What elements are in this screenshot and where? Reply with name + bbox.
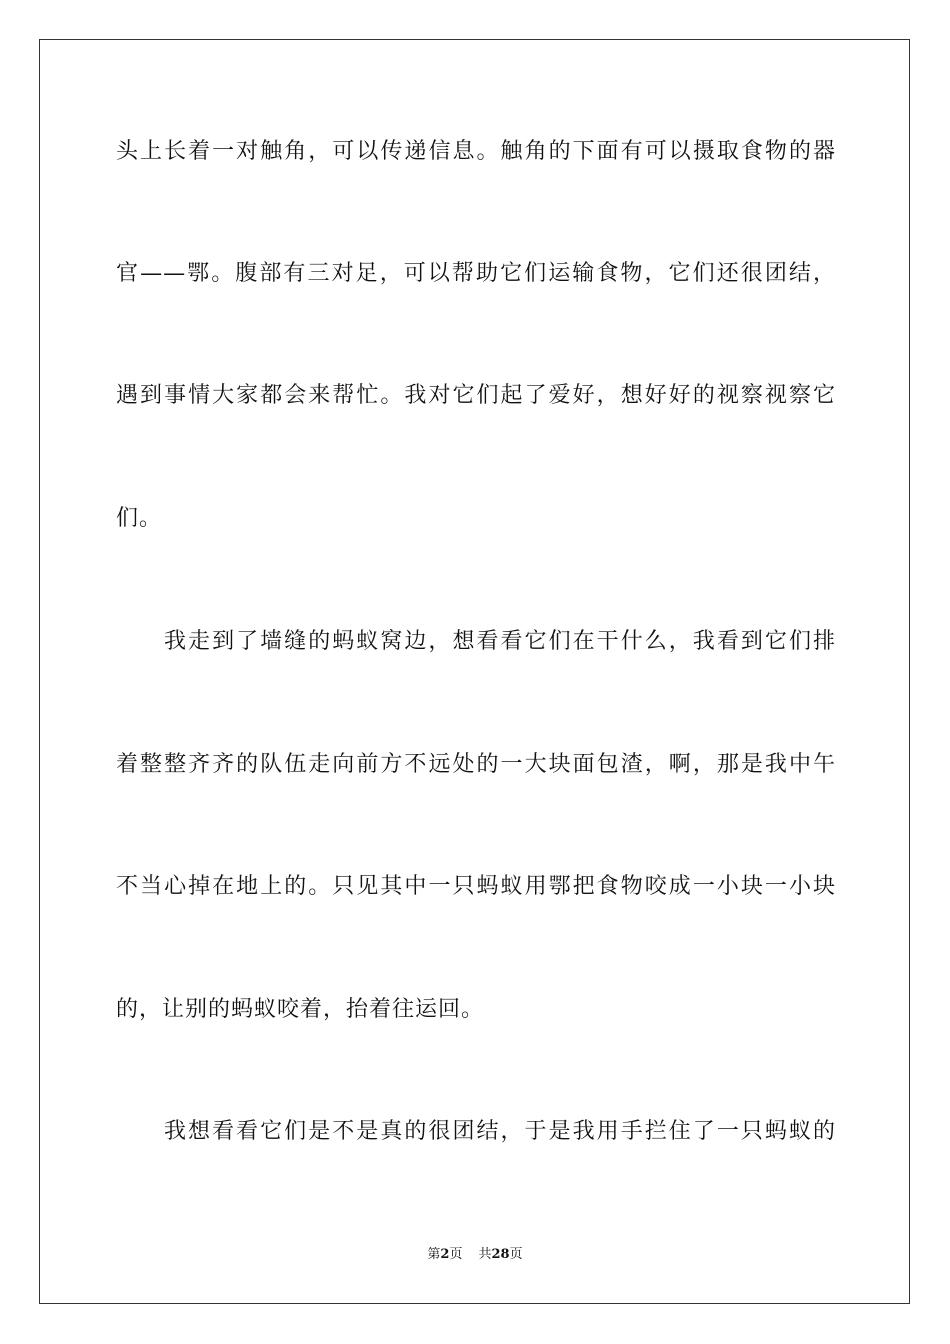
footer-page-number: 2	[440, 1247, 450, 1262]
paragraph-line-2: 官——鄂。腹部有三对足，可以帮助它们运输食物，它们还很团结，	[116, 261, 836, 286]
paragraph-line-7: 不当心掉在地上的。只见其中一只蚂蚁用鄂把食物咬成一小块一小块	[116, 874, 836, 899]
paragraph-line-6: 着整整齐齐的队伍走向前方不远处的一大块面包渣，啊，那是我中午	[116, 752, 836, 777]
paragraph-line-9: 我想看看它们是不是真的很团结，于是我用手拦住了一只蚂蚁的	[164, 1119, 836, 1144]
paragraph-line-8: 的，让别的蚂蚁咬着，抬着往运回。	[116, 997, 485, 1022]
footer-total-suffix: 页	[509, 1247, 523, 1262]
page-border	[39, 39, 910, 1304]
paragraph-line-4: 们。	[116, 506, 163, 531]
footer-total-pages: 28	[491, 1247, 510, 1262]
paragraph-line-5: 我走到了墙缝的蚂蚁窝边，想看看它们在干什么，我看到它们排	[164, 629, 836, 654]
paragraph-line-3: 遇到事情大家都会来帮忙。我对它们起了爱好，想好好的视察视察它	[116, 383, 836, 408]
footer-total-prefix: 共	[478, 1247, 492, 1262]
footer-page-suffix: 页	[449, 1247, 463, 1262]
paragraph-line-1: 头上长着一对触角，可以传递信息。触角的下面有可以摄取食物的器	[116, 139, 836, 164]
footer-page-prefix: 第	[427, 1247, 441, 1262]
page-footer	[0, 1246, 950, 1264]
